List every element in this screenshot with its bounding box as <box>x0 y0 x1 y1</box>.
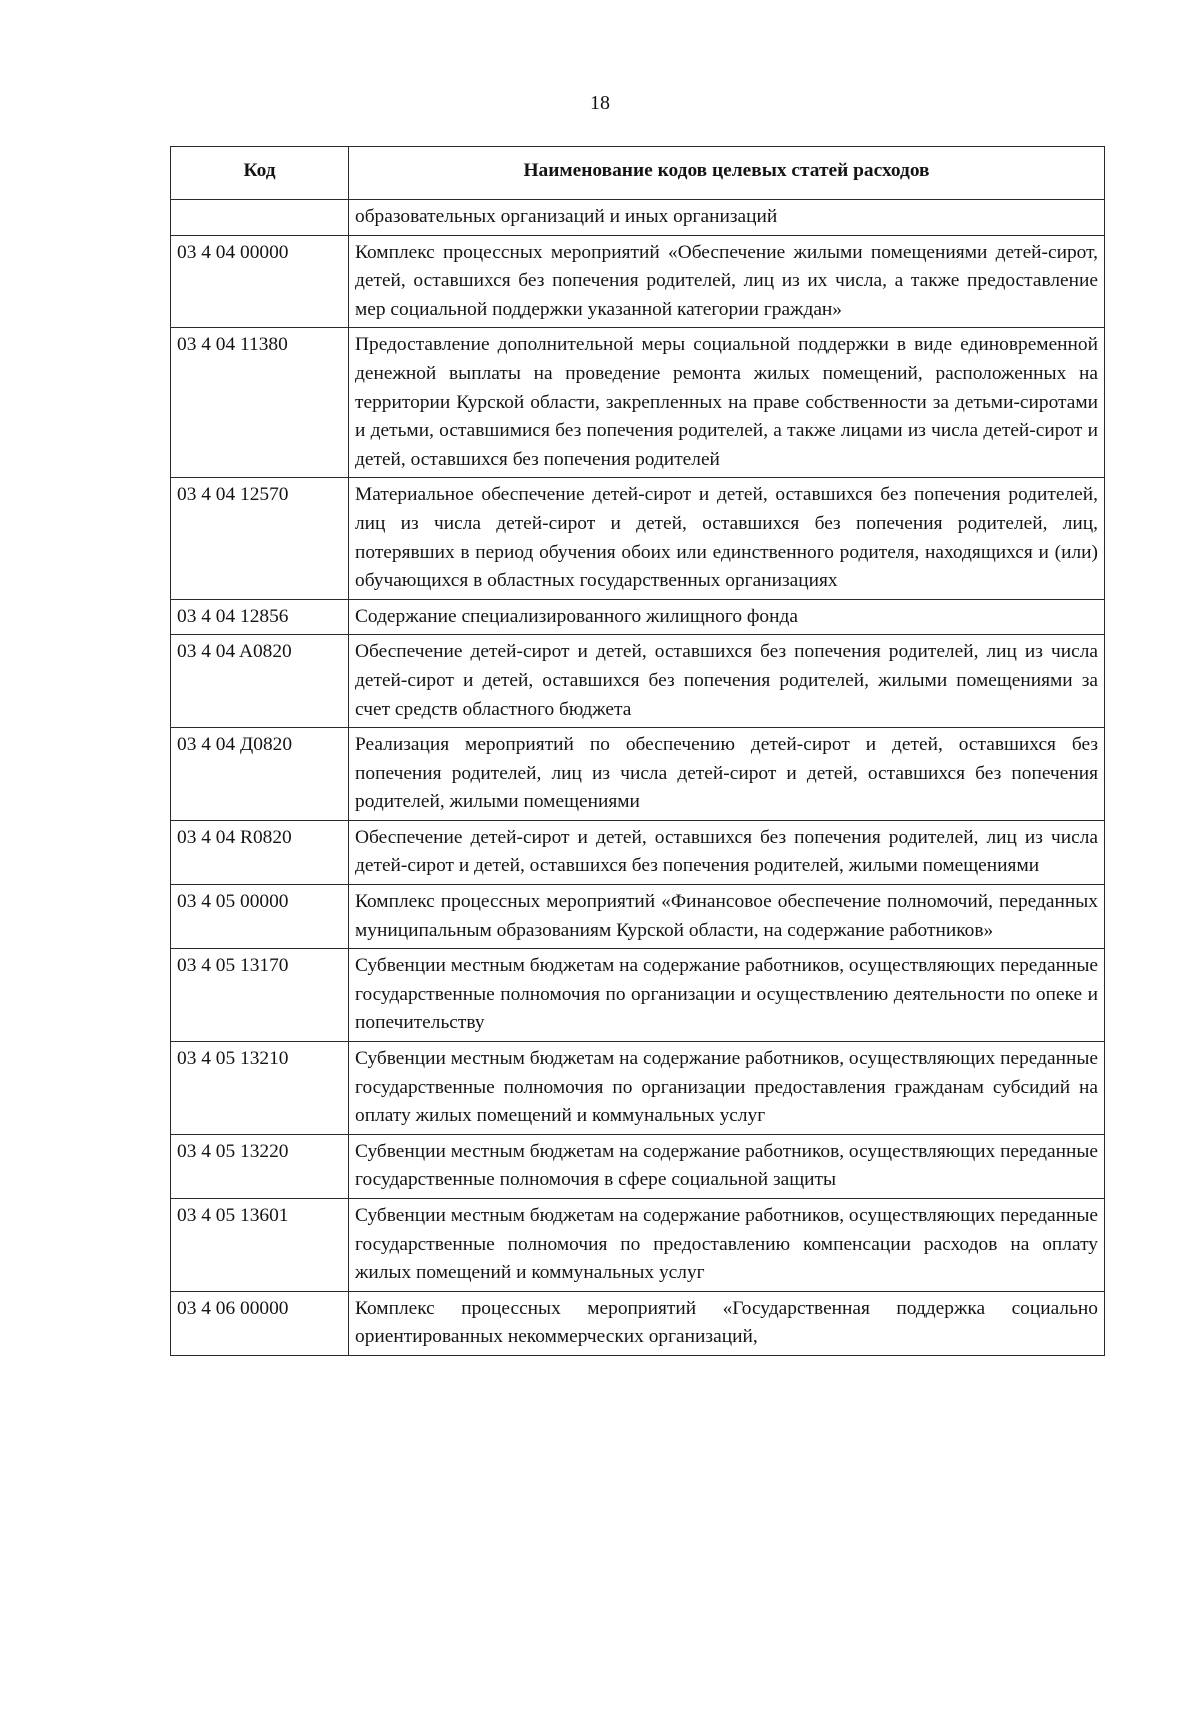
table-row <box>171 1042 1105 1135</box>
table-row <box>171 820 1105 884</box>
target-code-cell <box>171 200 349 236</box>
table-row <box>171 235 1105 328</box>
target-code-cell: 03 4 05 13210 <box>171 1042 349 1135</box>
table-row <box>171 1134 1105 1198</box>
target-name-cell: Комплекс процессных мероприятий «Обеспечение жилыми помещениями детей-сирот, детей, оставшихся без попечения родителей, лиц из их числа, а также предоставление мер социальной поддержки указанной категории граждан» <box>349 235 1105 328</box>
table-row <box>171 949 1105 1042</box>
target-code-cell: 03 4 04 12856 <box>171 599 349 635</box>
target-code-cell: 03 4 04 11380 <box>171 328 349 478</box>
target-name-cell: образовательных организаций и иных организаций <box>349 200 1105 236</box>
target-name-cell: Субвенции местным бюджетам на содержание работников, осуществляющих переданные государственные полномочия в сфере социальной защиты <box>349 1134 1105 1198</box>
target-code-cell: 03 4 05 00000 <box>171 885 349 949</box>
target-name-cell: Комплекс процессных мероприятий «Финансовое обеспечение полномочий, переданных муниципальным образованиям Курской области, на содержание работников» <box>349 885 1105 949</box>
target-code-cell: 03 4 04 A0820 <box>171 635 349 728</box>
target-name-cell: Содержание специализированного жилищного фонда <box>349 599 1105 635</box>
target-name-cell: Субвенции местным бюджетам на содержание работников, осуществляющих переданные государственные полномочия по предоставлению компенсации расходов на оплату жилых помещений и коммунальных услуг <box>349 1199 1105 1292</box>
target-code-cell: 03 4 05 13170 <box>171 949 349 1042</box>
target-name-cell: Материальное обеспечение детей-сирот и детей, оставшихся без попечения родителей, лиц из числа детей-сирот и детей, оставшихся без попечения родителей, лиц, потерявших в период обучения обоих или единственного родителя, находящихся и (или) обучающихся в областных государственных организациях <box>349 478 1105 599</box>
code-column-header: Код <box>171 147 349 200</box>
target-name-cell: Комплекс процессных мероприятий «Государственная поддержка социально ориентированных некоммерческих организаций, <box>349 1291 1105 1355</box>
target-name-cell: Реализация мероприятий по обеспечению детей-сирот и детей, оставшихся без попечения родителей, лиц из числа детей-сирот и детей, оставшихся без попечения родителей, жилыми помещениями <box>349 728 1105 821</box>
table-row <box>171 635 1105 728</box>
target-code-cell: 03 4 06 00000 <box>171 1291 349 1355</box>
target-name-cell: Субвенции местным бюджетам на содержание работников, осуществляющих переданные государственные полномочия по организации и осуществлению деятельности по опеке и попечительству <box>349 949 1105 1042</box>
table-row <box>171 885 1105 949</box>
name-column-header: Наименование кодов целевых статей расходов <box>349 147 1105 200</box>
target-code-cell: 03 4 05 13220 <box>171 1134 349 1198</box>
table-row <box>171 478 1105 599</box>
target-code-cell: 03 4 04 12570 <box>171 478 349 599</box>
target-code-cell: 03 4 04 00000 <box>171 235 349 328</box>
table-row <box>171 200 1105 236</box>
target-code-cell: 03 4 05 13601 <box>171 1199 349 1292</box>
target-name-cell: Субвенции местным бюджетам на содержание работников, осуществляющих переданные государственные полномочия по организации предоставления гражданам субсидий на оплату жилых помещений и коммунальных услуг <box>349 1042 1105 1135</box>
target-name-cell: Обеспечение детей-сирот и детей, оставшихся без попечения родителей, лиц из числа детей-сирот и детей, оставшихся без попечения родителей, жилыми помещениями за счет средств областного бюджета <box>349 635 1105 728</box>
target-code-cell: 03 4 04 Д0820 <box>171 728 349 821</box>
table-row <box>171 1291 1105 1355</box>
table-row <box>171 599 1105 635</box>
target-name-cell: Обеспечение детей-сирот и детей, оставшихся без попечения родителей, лиц из числа детей-сирот и детей, оставшихся без попечения родителей, жилыми помещениями <box>349 820 1105 884</box>
table-body <box>171 200 1105 1356</box>
table-header-row <box>171 147 1105 200</box>
page-number: 18 <box>590 92 610 114</box>
table-row <box>171 728 1105 821</box>
target-name-cell: Предоставление дополнительной меры социальной поддержки в виде единовременной денежной выплаты на проведение ремонта жилых помещений, расположенных на территории Курской области, закрепленных на праве собственности за детьми-сиротами и детьми, оставшимися без попечения родителей, а также лицами из числа детей-сирот и детей, оставшихся без попечения родителей <box>349 328 1105 478</box>
target-expense-codes-table <box>170 146 1105 1356</box>
table-row <box>171 1199 1105 1292</box>
table-row <box>171 328 1105 478</box>
target-code-cell: 03 4 04 R0820 <box>171 820 349 884</box>
